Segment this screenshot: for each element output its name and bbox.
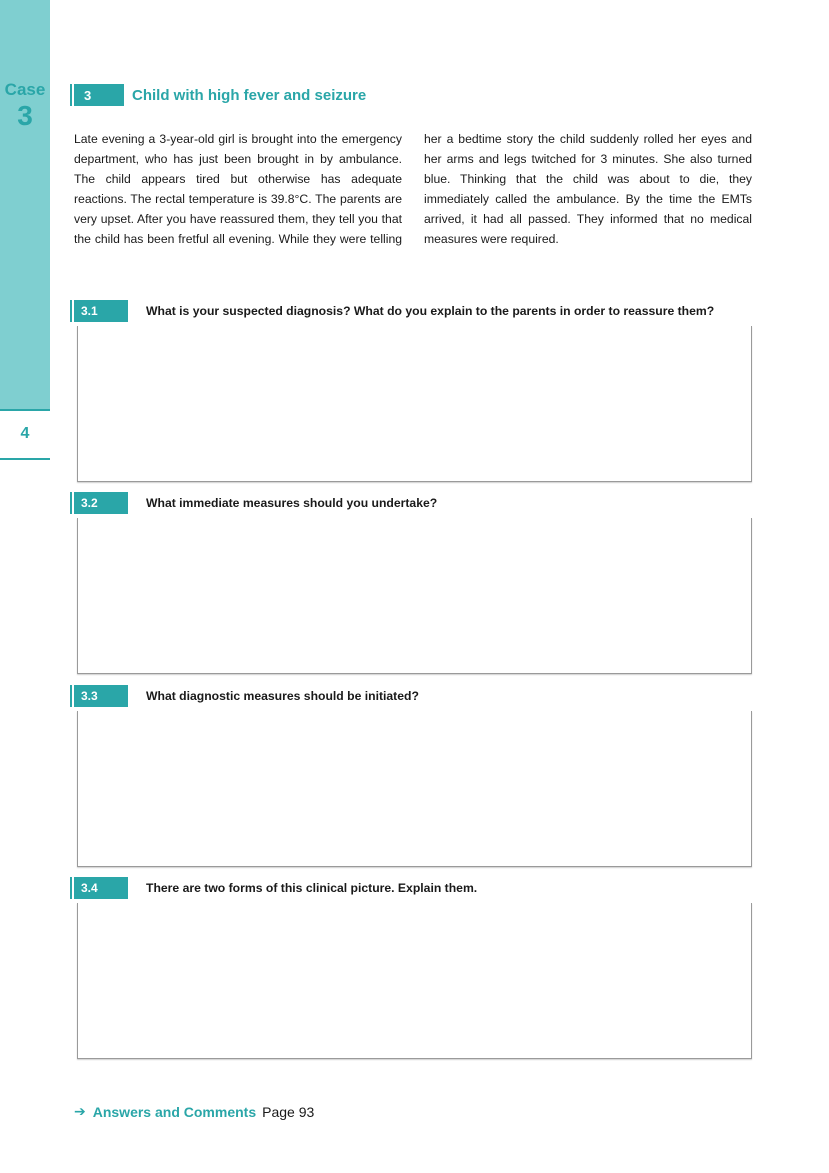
case-heading [74,83,366,107]
case-title: Child with high fever and seizure [132,86,367,104]
question-number: 3.4 [81,881,98,895]
page-reference: Page 93 [262,1103,315,1120]
question-number: 3.2 [81,496,98,510]
answer-area[interactable] [77,326,752,482]
side-case-label: Case [4,80,46,99]
case-side-tab [0,0,50,410]
question-number-tag [74,300,128,322]
case-description-text: Late evening a 3-year-old girl is brought into the emergency department, who has just been brought in by ambulance. The child appears tired but otherwise has adequate reactions. The rectal temperature is 39.8°C. The parents are very upset. After you have reassured them, they tell you that the child has been fretful all evening. While they were telling her a bedtime story the child suddenly rolled her eyes and her arms and legs twitched for 3 minutes. She also turned blue. Thinking that the child was about to die, they immediately called the ambulance. By the time the EMTs arrived, it had all passed. They informed that no medical measures were required. [74,132,752,246]
question-number-tag [74,877,128,899]
question-3-1 [74,300,752,322]
question-header [74,877,752,899]
question-text: What diagnostic measures should be initiated? [146,689,419,703]
question-3-2 [74,492,752,514]
case-description [74,129,752,249]
chapter-number: 4 [20,425,30,442]
question-header [74,685,752,707]
case-number: 3 [84,87,92,103]
question-text: What is your suspected diagnosis? What do you explain to the parents in order to reassure them? [146,304,715,318]
side-divider-top [0,409,50,411]
case-number-tag [74,84,124,106]
question-3-4 [74,877,752,899]
question-number: 3.3 [81,689,98,703]
question-number: 3.1 [81,304,98,318]
question-number-tag [74,685,128,707]
answer-area[interactable] [77,711,752,867]
side-case-number: 3 [17,100,33,131]
side-divider-bottom [0,458,50,460]
question-header [74,492,752,514]
question-number-tag [74,492,128,514]
question-3-3 [74,685,752,707]
answer-area[interactable] [77,903,752,1059]
answers-reference [74,1103,314,1120]
arrow-right-icon: ➔ [74,1103,86,1119]
question-header [74,300,752,322]
question-text: What immediate measures should you undertake? [146,496,438,510]
answer-area[interactable] [77,518,752,674]
question-text: There are two forms of this clinical picture. Explain them. [146,881,478,895]
answers-link[interactable]: Answers and Comments [92,1103,257,1120]
